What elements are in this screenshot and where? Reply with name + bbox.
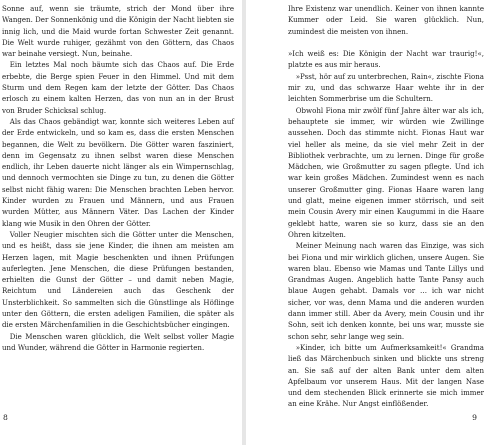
paragraph: Sonne auf, wenn sie träumte, strich der Mond über ihre Wangen. Der Sonnenkönig und die Königin der Nacht liebten sie innig lich, und die Maid wurde fortan Schwester Zeit genannt. Die Welt wurde ruhiger, gezähmt von den Göttern, das Chaos war beinahe versiegt. Nun, beinahe. [2, 4, 234, 59]
right-page [246, 0, 489, 445]
paragraph: Obwohl Fiona mir zwölf fünf Jahre älter war als ich, behauptete sie immer, wir würden wie Zwillinge aussehen. Doch das stimmte nicht. Fionas Haut war viel heller als meine, da sie viel mehr Zeit in der Bibliothek verbrachte, um zu lernen. Dinge für große Mädchen, wie Großmutter zu sagen pflegte. Und ich war kein großes Mädchen. Zumindest wenn es nach unserer Großmutter ging. Fionas Haare waren lang und glatt, meine eigenen immer störrisch, und seit mein Cousin Avery mir einen Kaugummi in die Haare geklebt hatte, waren sie so kurz, dass sie an den Ohren kitzelten. [288, 105, 484, 239]
paragraph: Ihre Existenz war unendlich. Keiner von ihnen kannte Kummer oder Leid. Sie waren glücklich. Nun, zumindest die meisten von ihnen. [288, 4, 484, 36]
right-page-text [288, 3, 484, 410]
left-page-text [2, 3, 234, 353]
paragraph: Die Menschen waren glücklich, die Welt selbst voller Magie und Wunder, während die Götter in Harmonie regierten. [2, 331, 234, 352]
page-number-right: 9 [472, 413, 477, 422]
paragraph: Meiner Meinung nach waren das Einzige, was sich bei Fiona und mir wirklich glichen, unsere Augen. Sie waren blau. Ebenso wie Mamas und Tante Lillys und Grandmas Augen. Angeblich hatte Tante Pansy auch blaue Augen gehabt. Damals vor … ich war nicht sicher, vor was, denn Mama und die anderen wurden dann immer still. Aber da Avery, mein Cousin und ihr Sohn, seit ich denken konnte, bei uns war, musste sie schon sehr, sehr lange weg sein. [288, 241, 484, 341]
paragraph: »Kinder, ich bitte um Aufmerksamkeit!« Grandma ließ das Märchenbuch sinken und blickte uns streng an. Sie saß auf der alten Bank unter dem alten Apfelbaum vor unserem Haus. Mit der langen Nase und dem stechenden Blick erinnerte sie mich immer an eine Krähe. Nur Angst einflößender. [288, 342, 484, 409]
paragraph: Als das Chaos gebändigt war, konnte sich weiteres Leben auf der Erde entwickeln, und so kam es, dass die ersten Menschen begannen, die Welt zu bevölkern. Die Götter waren fasziniert, denn im Gegensatz zu ihnen selbst waren diese Menschen endlich, ihr Leben dauerte nicht länger als ein Wimpernschlag, und dennoch vermochten sie Dinge zu tun, zu denen die Götter selbst nicht fähig waren: Die Menschen brachten Leben hervor. Kinder wurden zu Frauen und Männern, und aus Frauen wurden Mütter, aus Männern Väter. Das Lachen der Kinder klang wie Musik in den Ohren der Götter. [2, 116, 234, 228]
paragraph: Voller Neugier mischten sich die Götter unter die Menschen, und es heißt, dass sie jene Kinder, die ihnen am meisten am Herzen lagen, mit Magie beschenkten und ihnen Prüfungen auferlegten. Jene Menschen, die diese Prüfungen bestanden, erhielten die Gunst der Götter – und damit neben Magie, Reichtum und Ländereien auch das Geschenk der Unsterblichkeit. So sammelten sich die Günstlinge als Höflinge unter den Göttern, die ersten adeligen Familien, die später als die ersten Märchenfamilien in die Geschichtsbücher eingingen. [2, 229, 234, 330]
paragraph: Ein letztes Mal noch bäumte sich das Chaos auf. Die Erde erbebte, die Berge spien Feuer in den Himmel. Und mit dem Sturm und dem Regen kam der letzte der Götter. Das Chaos erlosch zu einem kalten Herzen, das von nun an in der Brust von Bruder Schicksal schlug. [2, 60, 234, 115]
page-number-left: 8 [3, 413, 8, 422]
paragraph: »Psst, hör auf zu unterbrechen, Rain«, zischte Fiona mir zu, und das schwarze Haar wehte ihr in der leichten Sommerbrise um die Schultern. [288, 71, 484, 104]
left-page [0, 0, 242, 445]
paragraph: »Ich weiß es: Die Königin der Nacht war traurig!«, platzte es aus mir heraus. [288, 49, 484, 70]
